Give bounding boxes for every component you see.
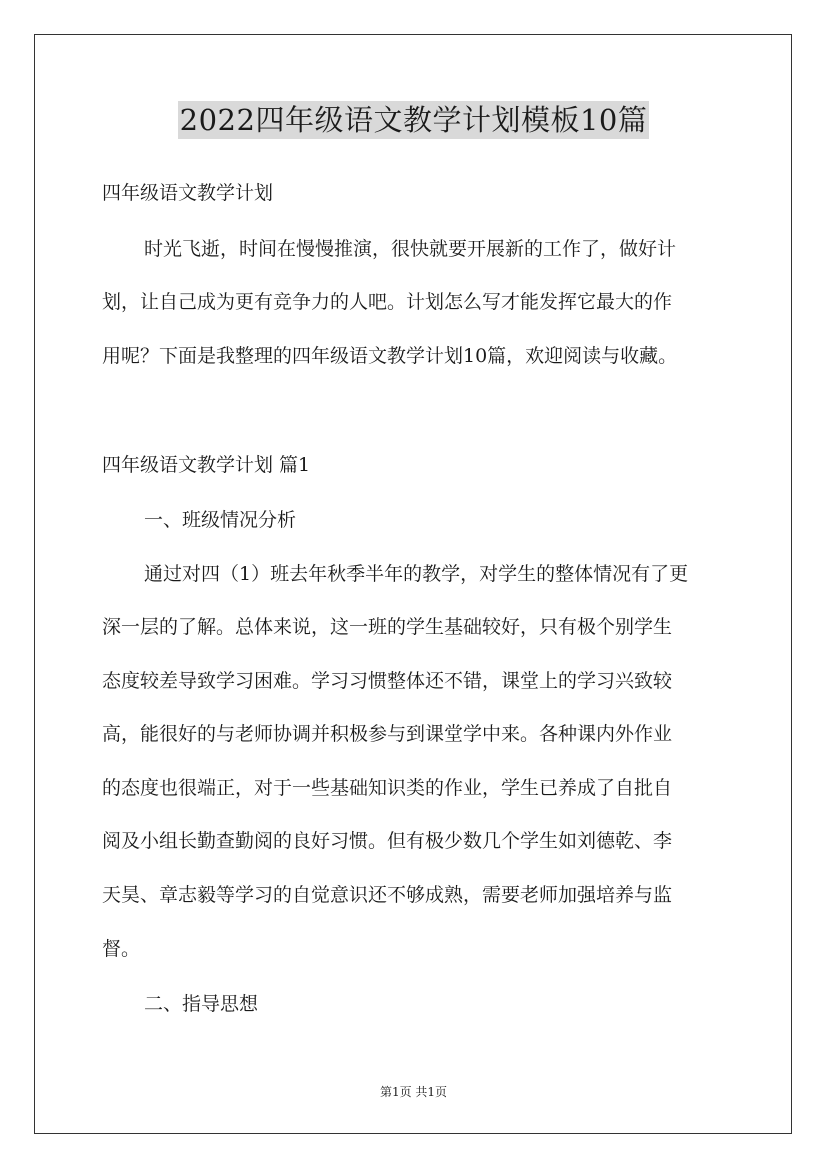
paragraph-line: 的态度也很端正，对于一些基础知识类的作业，学生已养成了自批自 <box>102 777 673 799</box>
part1-heading: 一、班级情况分析 <box>144 509 297 531</box>
part2-heading: 二、指导思想 <box>144 993 259 1015</box>
subtitle: 四年级语文教学计划 <box>102 182 274 204</box>
paragraph-line: 督。 <box>102 938 141 960</box>
title-wrap <box>0 101 827 139</box>
document-title: 2022四年级语文教学计划模板10篇 <box>179 103 648 137</box>
paragraph-line: 阅及小组长勤查勤阅的良好习惯。但有极少数几个学生如刘德乾、李 <box>102 830 673 852</box>
paragraph-line: 天昊、章志毅等学习的自觉意识还不够成熟，需要老师加强培养与监 <box>102 884 673 906</box>
paragraph-line: 高，能很好的与老师协调并积极参与到课堂学中来。各种课内外作业 <box>102 723 673 745</box>
intro-line: 时光飞逝，时间在慢慢推演，很快就要开展新的工作了，做好计 <box>144 238 677 260</box>
section-heading: 四年级语文教学计划 篇1 <box>102 454 311 476</box>
paragraph-line: 通过对四（1）班去年秋季半年的教学，对学生的整体情况有了更 <box>144 563 689 585</box>
intro-line: 划，让自己成为更有竞争力的人吧。计划怎么写才能发挥它最大的作 <box>102 291 673 313</box>
page-footer: 第1页 共1页 <box>379 1085 448 1099</box>
intro-line: 用呢？下面是我整理的四年级语文教学计划10篇，欢迎阅读与收藏。 <box>102 345 678 367</box>
paragraph-line: 态度较差导致学习困难。学习习惯整体还不错，课堂上的学习兴致较 <box>102 670 673 692</box>
paragraph-line: 深一层的了解。总体来说，这一班的学生基础较好，只有极个别学生 <box>102 616 673 638</box>
